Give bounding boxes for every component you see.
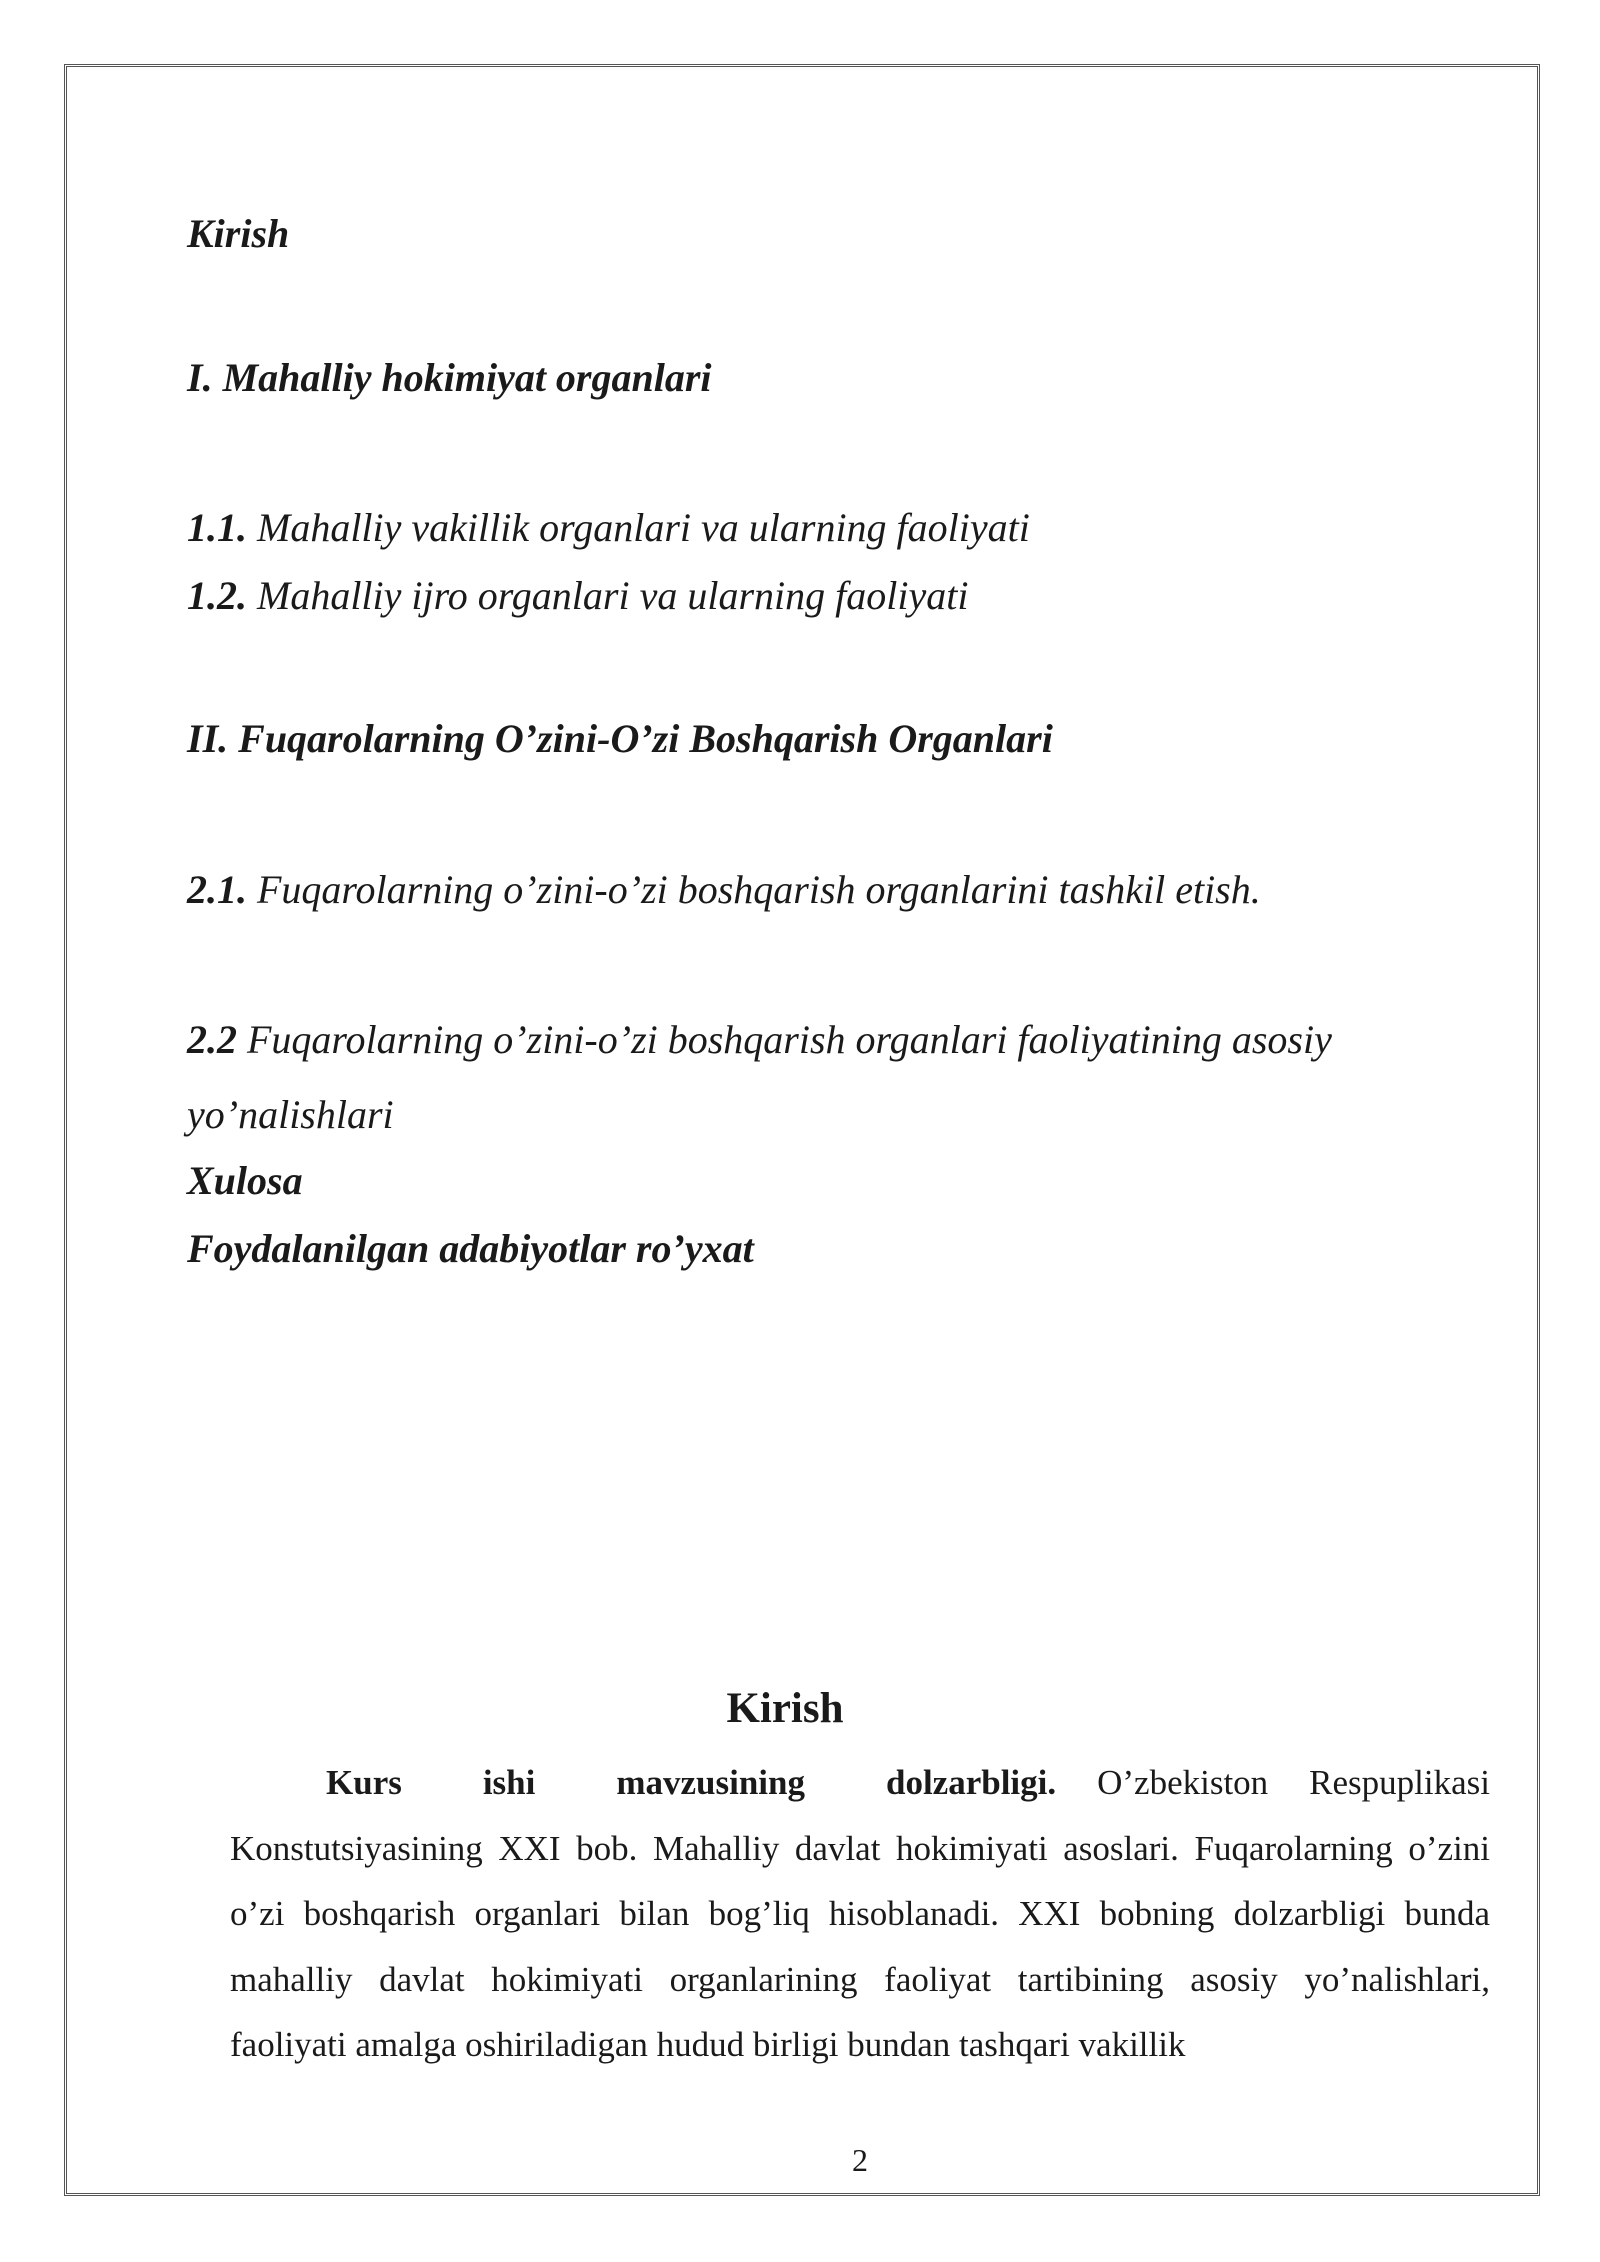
toc-intro: Kirish (187, 211, 290, 256)
intro-paragraph (230, 1750, 1490, 2078)
toc-item-2-2-text: Fuqarolarning o’zini-o’zi boshqarish organlari faoliyatining asosiy yo’nalishlari (187, 1017, 1332, 1137)
toc-item-1-2 (187, 572, 968, 620)
toc-item-1-1-number: 1.1. (187, 505, 247, 550)
toc-item-2-1-number: 2.1. (187, 867, 247, 912)
toc-references: Foydalanilgan adabiyotlar ro’yxat (187, 1226, 754, 1271)
toc-part1-title: I. Mahalliy hokimiyat organlari (187, 355, 712, 400)
paragraph-lead: Kurs ishi mavzusining dolzarbligi. (326, 1763, 1057, 1802)
toc-part2-title: II. Fuqarolarning O’zini-O’zi Boshqarish Organlari (187, 716, 1053, 761)
paragraph-body: O’zbekiston Respuplikasi Konstutsiyasining XXI bob. Mahalliy davlat hokimiyati asoslari. Fuqarolarning o’zini o’zi boshqarish organlari bilan bog’liq hisoblanadi. XXI bobning dolzarbligi bunda mahalliy davlat hokimiyati organlarining faoliyat tartibining asosiy yo’nalishlari, faoliyati amalga oshiriladigan hudud birligi bundan tashqari vakillik (230, 1763, 1490, 2064)
toc-conclusion: Xulosa (187, 1158, 303, 1203)
toc-item-2-1-text: Fuqarolarning o’zini-o’zi boshqarish organlarini tashkil etish. (247, 867, 1261, 912)
page-number: 2 (852, 2142, 868, 2178)
section-title: Kirish (726, 1685, 844, 1732)
toc-item-1-2-text: Mahalliy ijro organlari va ularning faoliyati (247, 573, 969, 618)
toc-item-2-1 (187, 852, 1337, 927)
toc-item-1-2-number: 1.2. (187, 573, 247, 618)
toc-item-1-1 (187, 504, 1030, 552)
toc-item-2-2-number: 2.2 (187, 1017, 237, 1062)
toc-item-2-2 (187, 1002, 1337, 1152)
toc-item-1-1-text: Mahalliy vakillik organlari va ularning faoliyati (247, 505, 1030, 550)
